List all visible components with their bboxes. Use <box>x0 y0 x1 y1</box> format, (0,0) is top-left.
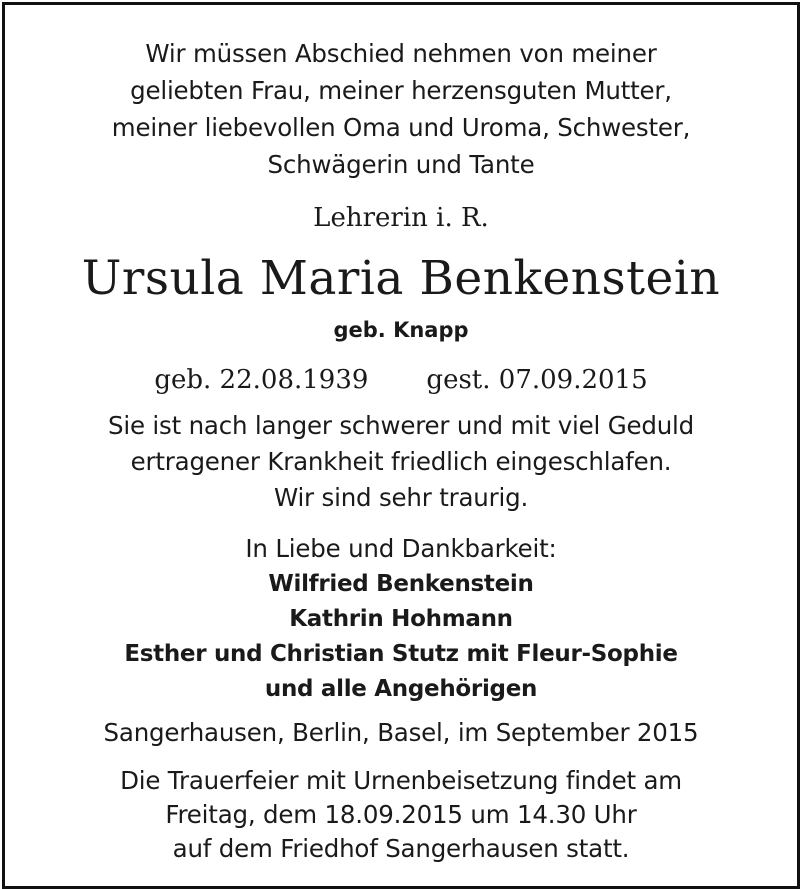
birth-date: geb. 22.08.1939 <box>154 365 369 395</box>
service-line: Freitag, dem 18.09.2015 um 14.30 Uhr <box>165 800 637 829</box>
intro-line: Schwägerin und Tante <box>267 150 535 179</box>
place-and-date: Sangerhausen, Berlin, Basel, im September 2015 <box>103 718 699 747</box>
mourner-name: Kathrin Hohmann <box>289 606 513 632</box>
maiden-name: geb. Knapp <box>333 318 469 342</box>
passing-line: ertragener Krankheit friedlich eingeschlafen. <box>130 447 672 476</box>
deceased-name: Ursula Maria Benkenstein <box>81 251 721 306</box>
deceased-title: Lehrerin i. R. <box>313 203 489 233</box>
mourner-name: Wilfried Benkenstein <box>268 571 534 597</box>
intro-line: Wir müssen Abschied nehmen von meiner <box>145 39 657 68</box>
service-line: Die Trauerfeier mit Urnenbeisetzung findet am <box>120 766 682 795</box>
passing-line: Wir sind sehr traurig. <box>273 483 529 512</box>
funeral-service-info <box>5 764 797 866</box>
passing-line: Sie ist nach langer schwerer und mit viel Geduld <box>107 411 695 440</box>
life-dates <box>5 362 797 398</box>
passing-text <box>5 408 797 516</box>
service-line: auf dem Friedhof Sangerhausen statt. <box>172 834 630 863</box>
mourners-list <box>5 567 797 707</box>
mourner-name: und alle Angehörigen <box>264 676 538 702</box>
obituary-frame <box>2 2 800 889</box>
intro-text <box>5 35 797 183</box>
mourner-name: Esther und Christian Stutz mit Fleur-Sophie <box>124 641 678 667</box>
intro-line: meiner liebevollen Oma und Uroma, Schwester, <box>111 113 691 142</box>
intro-line: geliebten Frau, meiner herzensguten Mutter, <box>130 76 672 105</box>
mourners-heading: In Liebe und Dankbarkeit: <box>245 534 557 563</box>
death-date: gest. 07.09.2015 <box>426 365 648 395</box>
